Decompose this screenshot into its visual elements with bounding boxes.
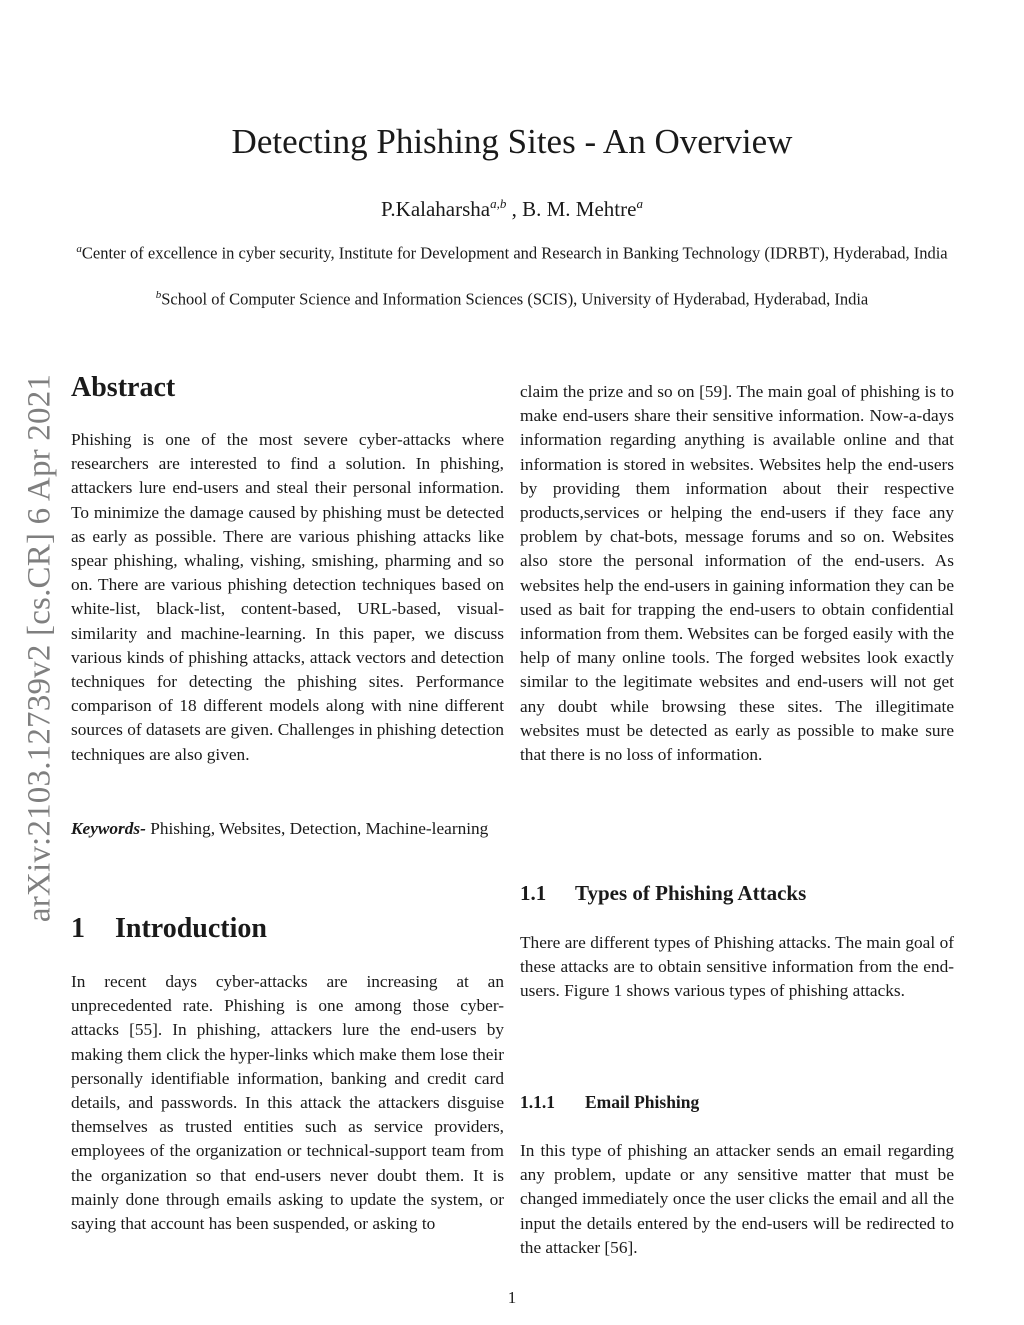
page-number: 1 <box>507 1288 517 1307</box>
types-paragraph: There are different types of Phishing attacks. The main goal of these attacks are to obtain sensitive information from the end-users. Figure 1 shows various types of phishing attacks. <box>520 933 954 1001</box>
arxiv-id: arXiv:2103.12739v2 [cs.CR] 6 Apr 2021 <box>21 373 58 923</box>
abstract-body <box>71 428 504 767</box>
abstract-heading: Abstract <box>71 372 176 403</box>
subsubsection-heading-email <box>520 1091 954 1113</box>
subsection-heading-types <box>520 880 954 906</box>
affiliation-b <box>60 284 964 311</box>
section-heading-introduction <box>71 913 504 945</box>
abstract-text: Phishing is one of the most severe cyber-attacks where researchers are interested to find a solution. In phishing, attackers lure end-users and steal their personal information. To minimize the damage caused by phishing must be detected as early as possible. There are various phishing attacks like spear phishing, whaling, vishing, smishing, pharming and so on. There are various phishing detection techniques based on white-list, black-list, content-based, URL-based, visual-similarity and machine-learning. In this paper, we discuss various kinds of phishing attacks, attack vectors and detection techniques for detecting the phishing sites. Performance comparison of 18 different models along with nine different sources of datasets are given. Challenges in phishing detection techniques are also given. <box>71 430 504 764</box>
author-name: P.Kalaharsha <box>381 197 491 221</box>
keywords-label: Keywords- <box>71 819 146 838</box>
paper-title: Detecting Phishing Sites - An Overview <box>231 122 793 161</box>
subsubsection-number: 1.1.1 <box>520 1092 555 1112</box>
keywords <box>71 817 504 841</box>
affiliation-mark: a <box>76 243 82 255</box>
author-affiliation-mark: a <box>636 196 643 211</box>
introduction-paragraph-left: In recent days cyber-attacks are increasing at an unprecedented rate. Phishing is one among those cyber-attacks [55]. In phishing, attackers lure the end-users by making them click the hyper-links which make them lose their personally identifiable information, banking and credit card details, and passwords. In this attack the attackers disguise themselves as trusted entities such as service providers, employees of the organization or technical-support team from the organization so that end-users never doubt them. It is mainly done through emails asking to update the system, or saying that account has been suspended, or asking to <box>71 972 504 1234</box>
introduction-paragraph-right: claim the prize and so on [59]. The main goal of phishing is to make end-users share their sensitive information. Now-a-days information regarding anything is available online and that information is stored in websites. Websites help the end-users by providing them information about their respective products,services or helping the end-users if they face any problem by chat-bots, message forums and so on. Websites also store the personal information of the end-users. As websites help the end-users in gaining information they can be used as bait for trapping the end-users to obtain confidential information from them. Websites can be forged easily with the help of many online tools. The forged websites look exactly similar to the legitimate websites and end-users will not get any doubt while browsing these sites. The illegitimate websites must be detected as early as possible to make sure that there is no loss of information. <box>520 382 954 765</box>
author-affiliation-mark: a,b <box>490 196 507 211</box>
keywords-text: Phishing, Websites, Detection, Machine-learning <box>145 819 489 838</box>
email-paragraph: In this type of phishing an attacker sends an email regarding any problem, update or any sensitive matter that must be changed immediately once the user clicks the email and all the input the details entered by the end-users will be redirected to the attacker [56]. <box>520 1141 954 1257</box>
affiliation-text: Center of excellence in cyber security, Institute for Development and Research in Banking Technology (IDRBT), Hyderabad, India <box>81 243 948 263</box>
affiliation-mark: b <box>155 289 162 301</box>
author-name: , B. M. Mehtre <box>506 197 637 221</box>
subsubsection-title: Email Phishing <box>585 1092 700 1112</box>
section-number: 1 <box>71 913 85 944</box>
subsection-number: 1.1 <box>520 881 547 905</box>
affiliation-a <box>60 238 964 265</box>
section-title: Introduction <box>115 913 267 944</box>
affiliation-text: School of Computer Science and Information Sciences (SCIS), University of Hyderabad, Hyderabad, India <box>161 289 869 309</box>
subsection-title: Types of Phishing Attacks <box>575 881 807 905</box>
author-line <box>0 191 1024 222</box>
